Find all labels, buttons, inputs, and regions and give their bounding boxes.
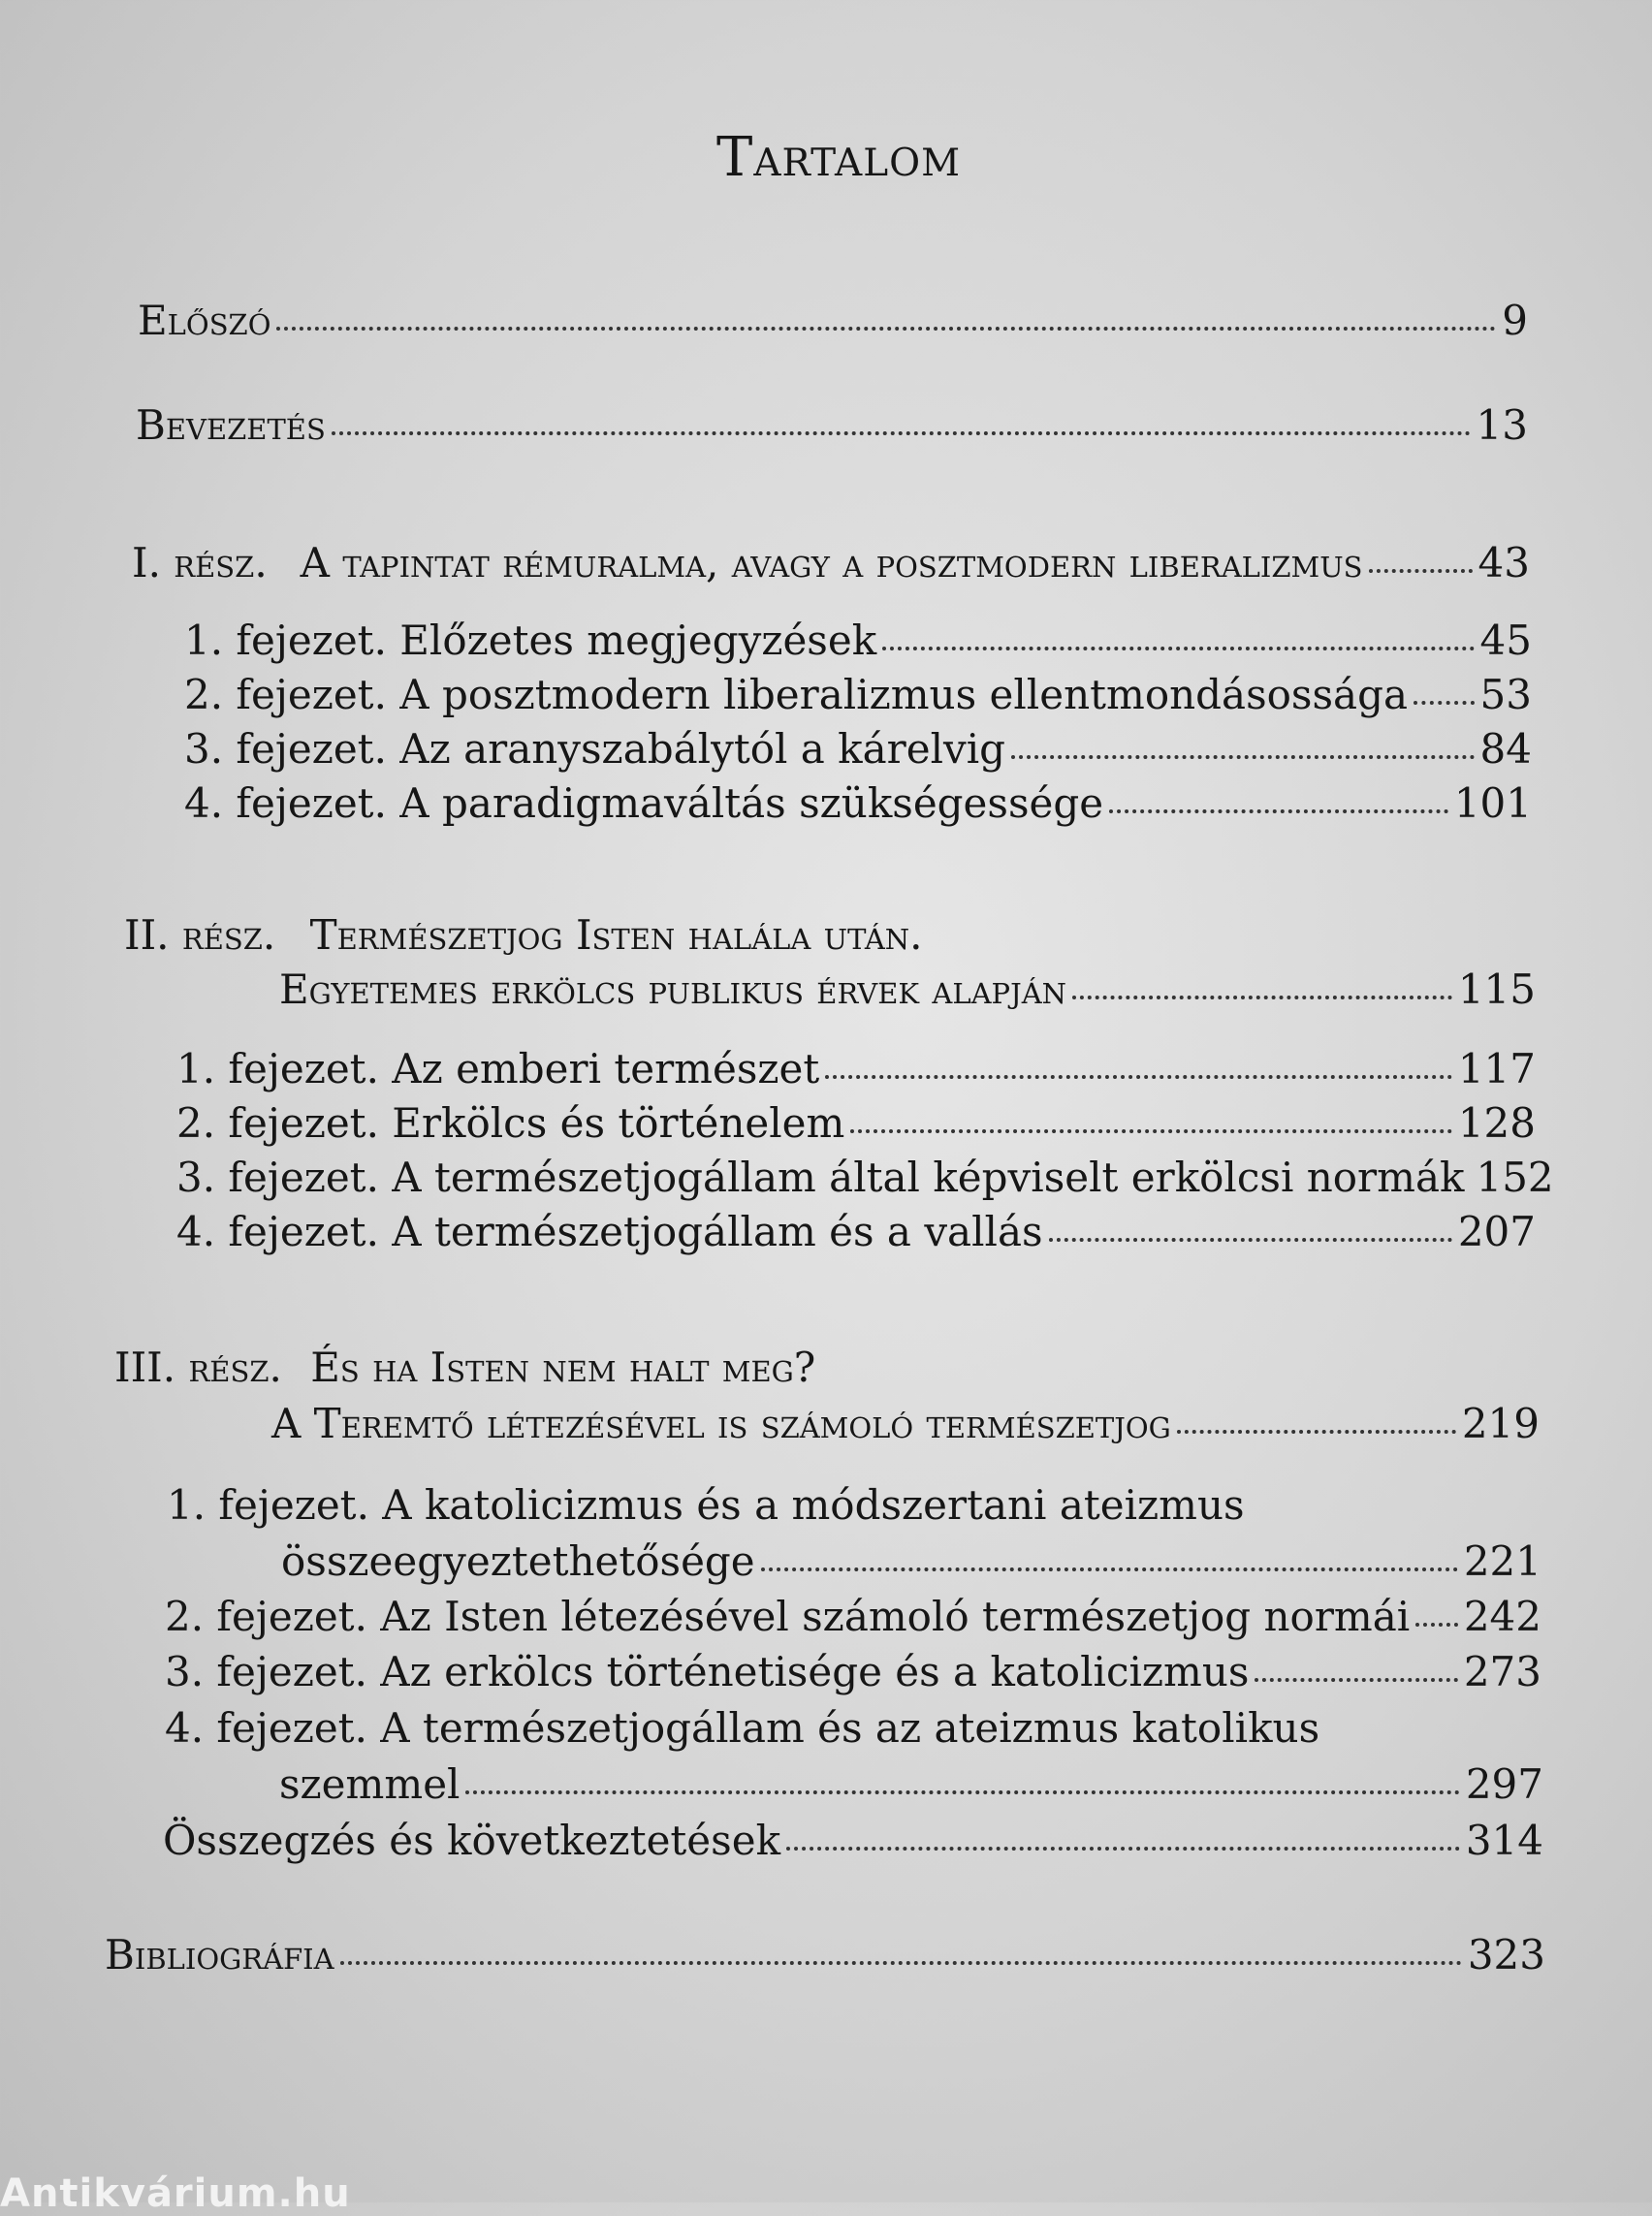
leader-dots [1415, 1623, 1458, 1627]
toc-part1-chapter-1[interactable] [184, 617, 1532, 664]
toc-label: 3. fejezet. Az aranyszabálytól a kárelvig [184, 725, 1006, 773]
toc-label: 2. fejezet. A posztmodern liberalizmus ellentmondásossága [184, 671, 1409, 718]
part-number: I. rész. [132, 539, 268, 586]
leader-dots [786, 1847, 1460, 1851]
toc-page: 273 [1463, 1648, 1541, 1695]
toc-label: 4. fejezet. A természetjogállam és az ateizmus katolikus [165, 1704, 1320, 1752]
toc-part3-chapter-4-line2[interactable] [279, 1760, 1543, 1808]
toc-label: Összegzés és következtetések [163, 1817, 781, 1864]
toc-label: 1. fejezet. Az emberi természet [176, 1045, 820, 1092]
toc-label: 2. fejezet. Az Isten létezésével számoló természetjog normái [165, 1593, 1411, 1640]
toc-page: 323 [1467, 1931, 1545, 1979]
toc-part2-chapter-1[interactable] [176, 1045, 1536, 1092]
toc-label: 2. fejezet. Erkölcs és történelem [176, 1099, 845, 1147]
toc-part3-chapter-4-line1[interactable] [165, 1704, 1320, 1752]
toc-page: 128 [1457, 1099, 1536, 1147]
leader-dots [1109, 809, 1448, 813]
watermark: Antikvárium.hu [0, 2171, 351, 2216]
toc-part3-chapter-3[interactable] [165, 1648, 1541, 1695]
toc-page: 242 [1463, 1593, 1541, 1640]
leader-dots [761, 1567, 1458, 1571]
leader-dots [1049, 1238, 1452, 1242]
page-title: Tartalom [715, 126, 962, 189]
part-subtitle: A Teremtő létezésével is számoló természetjog [271, 1400, 1171, 1447]
part-title: És ha Isten nem halt meg? [310, 1344, 816, 1391]
toc-page: 43 [1477, 539, 1530, 586]
toc-part2-heading-line1 [124, 911, 923, 959]
toc-part3-chapter-1-line1[interactable] [167, 1481, 1245, 1529]
toc-part3-heading-line2[interactable] [271, 1400, 1540, 1447]
toc-part1-heading[interactable] [132, 539, 1530, 586]
toc-page: 45 [1479, 617, 1532, 664]
toc-part2-chapter-3[interactable] [176, 1154, 1554, 1201]
toc-page: 13 [1476, 401, 1528, 449]
leader-dots [1414, 701, 1475, 705]
toc-page: 297 [1465, 1760, 1543, 1808]
toc-label: 4. fejezet. A természetjogállam és a vallás [176, 1208, 1043, 1255]
toc-part2-chapter-4[interactable] [176, 1208, 1536, 1255]
toc-label-cont: szemmel [279, 1760, 461, 1808]
toc-part3-summary[interactable] [163, 1817, 1543, 1864]
leader-dots [1255, 1678, 1457, 1682]
part-subtitle: Egyetemes erkölcs publikus érvek alapján [279, 966, 1067, 1013]
leader-dots [1072, 996, 1452, 999]
leader-dots [850, 1129, 1451, 1133]
toc-label: Bevezetés [136, 401, 326, 449]
toc-part3-chapter-1-line2[interactable] [281, 1537, 1541, 1585]
toc-part2-heading-line2[interactable] [279, 966, 1536, 1013]
part-title: Természetjog Isten halála után. [309, 911, 923, 959]
leader-dots [276, 327, 1496, 331]
toc-page: 219 [1461, 1400, 1540, 1447]
leader-dots [332, 431, 1471, 435]
toc-label: 1. fejezet. Előzetes megjegyzések [184, 617, 877, 664]
leader-dots [1177, 1430, 1456, 1434]
leader-dots [340, 1961, 1462, 1965]
toc-row-bevezetes[interactable] [136, 401, 1528, 449]
leader-dots [882, 647, 1474, 650]
toc-label: 1. fejezet. A katolicizmus és a módszertani ateizmus [167, 1481, 1245, 1529]
toc-part1-chapter-4[interactable] [184, 779, 1532, 827]
toc-label-cont: összeegyeztethetősége [281, 1537, 755, 1585]
leader-dots [1011, 755, 1474, 759]
toc-label: 3. fejezet. Az erkölcs történetisége és a katolicizmus [165, 1648, 1250, 1695]
toc-part3-heading-line1 [114, 1344, 816, 1391]
part-number: II. rész. [124, 911, 276, 959]
toc-page: 314 [1465, 1817, 1543, 1864]
toc-part2-chapter-2[interactable] [176, 1099, 1536, 1147]
toc-row-bibliografia[interactable] [105, 1931, 1545, 1979]
toc-part3-chapter-2[interactable] [165, 1593, 1541, 1640]
toc-page: 207 [1457, 1208, 1536, 1255]
toc-label: Bibliográfia [105, 1931, 334, 1979]
part-title: A tapintat rémuralma, avagy a posztmodern liberalizmus [300, 539, 1363, 586]
toc-label: 4. fejezet. A paradigmaváltás szükségessége [184, 779, 1104, 827]
part-number: III. rész. [114, 1344, 282, 1391]
toc-row-eloszo[interactable] [138, 297, 1528, 344]
leader-dots [1369, 569, 1473, 573]
toc-label: 3. fejezet. A természetjogállam által képviselt erkölcsi normák [176, 1154, 1465, 1201]
toc-label: Előszó [138, 297, 271, 344]
toc-part1-chapter-3[interactable] [184, 725, 1532, 773]
toc-page: 84 [1479, 725, 1532, 773]
toc-page: 53 [1479, 671, 1532, 718]
toc-page: 152 [1476, 1154, 1554, 1201]
leader-dots [465, 1790, 1459, 1794]
leader-dots [825, 1075, 1452, 1079]
toc-part1-chapter-2[interactable] [184, 671, 1532, 718]
toc-page: 117 [1457, 1045, 1536, 1092]
toc-page: 115 [1457, 966, 1536, 1013]
toc-page: 221 [1463, 1537, 1541, 1585]
toc-page: 101 [1453, 779, 1532, 827]
toc-page: 9 [1502, 297, 1528, 344]
